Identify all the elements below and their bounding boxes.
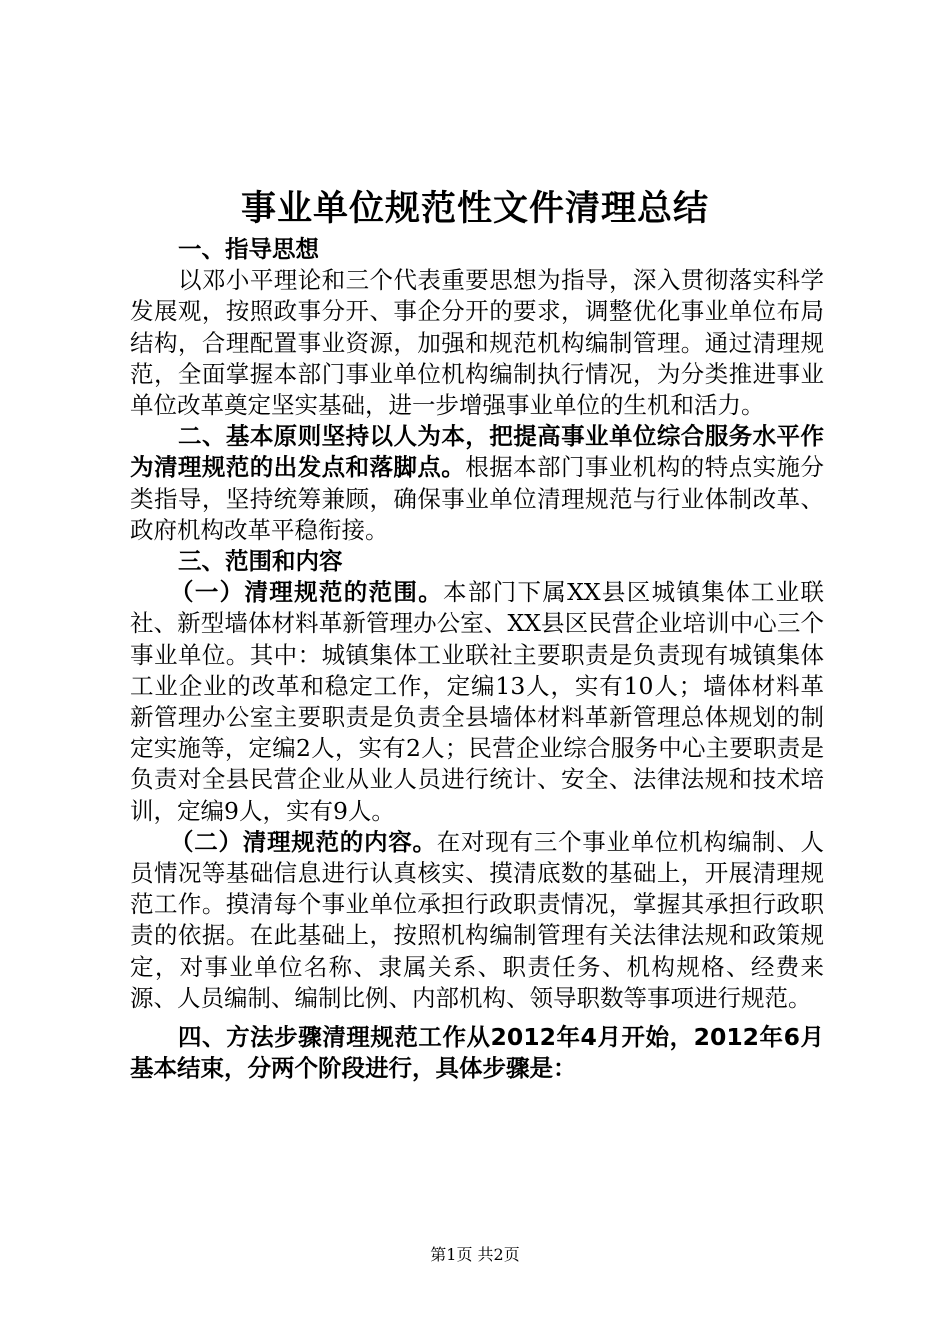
section-2-text: 根据本部门事业机构的特点实施分类指导，坚持统筹兼顾，确保事业单位清理规范与行业体制改革、政府机构改革平稳衔接。: [130, 453, 824, 544]
section-3-2-paragraph: [130, 827, 824, 1014]
section-1-paragraph: 以邓小平理论和三个代表重要思想为指导，深入贯彻落实科学发展观，按照政事分开、事企分开的要求，调整优化事业单位布局结构，合理配置事业资源，加强和规范机构编制管理。通过清理规范，全面掌握本部门事业单位机构编制执行情况，为分类推进事业单位改革奠定坚实基础，进一步增强事业单位的生机和活力。: [130, 266, 824, 420]
document-title: 事业单位规范性文件清理总结: [240, 189, 709, 229]
section-2-lead: 二、基本原则坚持以人为本，把提高事业单位综合服务水平作为清理规范的出发点和落脚点。: [130, 422, 824, 482]
document-body: [130, 234, 824, 1084]
section-3-2-lead: （二）清理规范的内容。: [170, 827, 437, 856]
page-footer: 第1页 共2页: [430, 1245, 520, 1264]
section-1-heading: 一、指导思想: [178, 235, 319, 263]
section-3-heading: 三、范围和内容: [178, 547, 343, 576]
section-3-1-paragraph: [130, 577, 824, 827]
section-3-1-lead: （一）清理规范的范围。: [170, 578, 444, 607]
section-2-paragraph: [130, 421, 824, 546]
section-3-1-text: 本部门下属XX县区城镇集体工业联社、新型墙体材料革新管理办公室、XX县区民营企业培训中心三个事业单位。其中：城镇集体工业联社主要职责是负责现有城镇集体工业企业的改革和稳定工作，定编13人，实有10人；墙体材料革新管理办公室主要职责是负责全县墙体材料革新管理总体规划的制定实施等，定编2人，实有2人；民营企业综合服务中心主要职责是负责对全县民营企业从业人员进行统计、安全、法律法规和技术培训，定编9人，实有9人。: [130, 578, 825, 825]
section-3-2-text: 在对现有三个事业单位机构编制、人员情况等基础信息进行认真核实、摸清底数的基础上，开展清理规范工作。摸清每个事业单位承担行政职责情况，掌握其承担行政职责的依据。在此基础上，按照机构编制管理有关法律法规和政策规定，对事业单位名称、隶属关系、职责任务、机构规格、经费来源、人员编制、编制比例、内部机构、领导职数等事项进行规范。: [130, 827, 824, 1012]
section-4-paragraph: 四、方法步骤清理规范工作从2012年4月开始，2012年6月基本结束，分两个阶段进行，具体步骤是：: [130, 1023, 824, 1083]
